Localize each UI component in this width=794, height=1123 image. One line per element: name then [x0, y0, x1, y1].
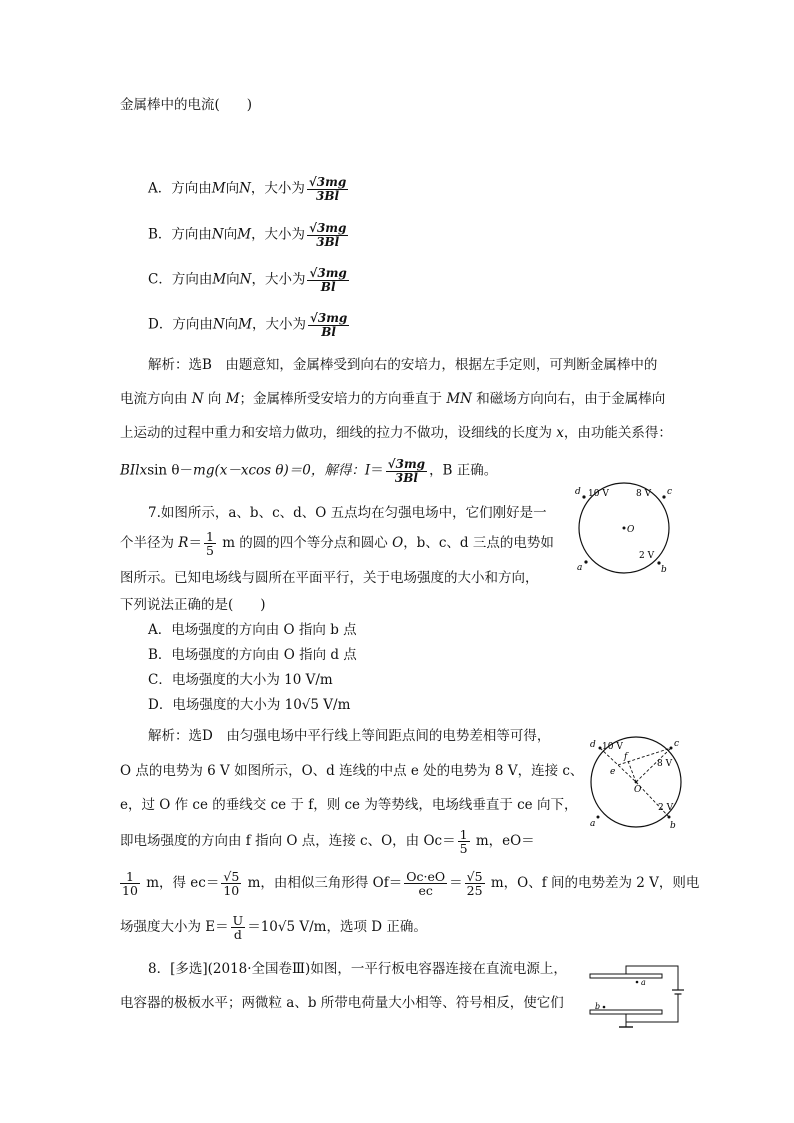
q7-solution-line-6: 场强度大小为 E＝ $\frac{U}{d}$ ＝10√5 V/m，选项 D 正确。	[120, 913, 427, 943]
q6-stem-tail: 金属棒中的电流( )	[120, 97, 253, 113]
q7-fig1-O: O	[627, 525, 635, 535]
q7-stem-line-1: 7.如图所示，a、b、c、d、O 五点均在匀强电场中，它们刚好是一	[148, 505, 547, 521]
q8-stem-line-2: 电容器的极板水平；两微粒 a、b 所带电荷量大小相等、符号相反，使它们	[120, 995, 564, 1011]
q7-fig2-O: O	[634, 785, 642, 795]
q7-option-a[interactable]: A．电场强度的方向由 O 指向 b 点	[148, 622, 357, 638]
q6-option-c[interactable]: C．方向由M向N，大小为 $\frac{√3mg}{Bl}$	[148, 266, 347, 294]
q6-option-b[interactable]: B．方向由N向M，大小为 $\frac{√3mg}{3Bl}$	[148, 221, 347, 249]
q6-solution-line-3: 上运动的过程中重力和安培力做功，细线的拉力不做功，设细线的长度为 x，由功能关系得：	[120, 425, 672, 441]
q7-fig1-d: d	[575, 487, 581, 497]
q7-fig1-a: a	[577, 563, 583, 573]
q7-solution-line-3: e，过 O 作 ce 的垂线交 ce 于 f，则 ce 为等势线，电场线垂直于 ce 向下，	[120, 797, 578, 813]
q7-fig2-c: c	[674, 739, 680, 749]
q7-fig2-vd: 10 V	[602, 742, 623, 752]
q8-fig-a: a	[641, 978, 646, 987]
q7-fig1-vd: 10 V	[588, 489, 609, 499]
q7-fig1-b: b	[661, 565, 667, 575]
q6-solution-line-2: 电流方向由 N 向 M；金属棒所受安培力的方向垂直于 MN 和磁场方向向右，由于金属棒向	[120, 391, 666, 407]
q7-solution-line-2: O 点的电势为 6 V 如图所示，O、d 连线的中点 e 处的电势为 8 V，连接 c、	[120, 763, 584, 779]
q7-solution-line-4: 即电场强度的方向由 f 指向 O 点，连接 c、O，由 Oc＝ $\frac{1}{5}$ m，eO＝	[120, 827, 535, 857]
q7-fig1-vc: 8 V	[636, 489, 652, 499]
q7-fig2-b: b	[670, 821, 676, 831]
q6-option-a[interactable]: A．方向由M向N，大小为 $\frac{√3mg}{3Bl}$	[148, 175, 347, 203]
q7-stem-line-4: 下列说法正确的是( )	[120, 597, 266, 613]
q7-fig1-vb: 2 V	[639, 551, 655, 561]
q7-option-b[interactable]: B．电场强度的方向由 O 指向 d 点	[148, 647, 357, 663]
q6-solution-line-1: 解析：选B 由题意知，金属棒受到向右的安培力，根据左手定则，可判断金属棒中的	[148, 357, 658, 373]
q7-solution-line-1: 解析：选D 由匀强电场中平行线上等间距点间的电势差相等可得，	[148, 728, 551, 744]
q7-fig2-a: a	[590, 819, 596, 829]
q7-solution-figure	[584, 734, 694, 834]
q7-fig2-e: e	[610, 767, 616, 777]
q7-stem-line-2: 个半径为 R＝ $\frac{1}{5}$ m 的圆的四个等分点和圆心 O，b、c、d 三点的电势如	[120, 529, 554, 559]
q7-circle-figure	[566, 478, 686, 578]
q7-fig2-vb: 2 V	[658, 803, 674, 813]
q8-fig-b: b	[595, 1002, 601, 1011]
q8-stem-line-1: 8．[多选](2018·全国卷Ⅲ)如图，一平行板电容器连接在直流电源上，	[148, 961, 567, 977]
q6-solution-line-4: BIlxsin θ－mg(x－xcos θ)＝0，解得：I＝ $\frac{√3mg}{3Bl}$ ，B 正确。	[120, 457, 498, 485]
q7-fig2-d: d	[590, 740, 596, 750]
q7-fig1-c: c	[667, 487, 673, 497]
q7-fig2-f: f	[624, 752, 628, 762]
q7-solution-line-5: $\frac{1}{10}$ m，得 ec＝ $\frac{√5}{10}$ m，由相似三角形得 Of＝ $\frac{Oc\cdot eO}{ec}$ ＝ $\frac{√5}{25}$ m，O、f 间的电势差为 2 V，则电	[122, 869, 700, 899]
q7-stem-line-3: 图所示。已知电场线与圆所在平面平行，关于电场强度的大小和方向，	[120, 570, 539, 586]
q7-option-c[interactable]: C．电场强度的大小为 10 V/m	[148, 672, 333, 688]
q7-option-d[interactable]: D．电场强度的大小为 10√5 V/m	[148, 697, 351, 713]
q7-fig2-vc: 8 V	[657, 759, 673, 769]
q6-option-d[interactable]: D．方向由N向M，大小为 $\frac{√3mg}{Bl}$	[148, 311, 348, 339]
q8-capacitor-figure	[586, 960, 686, 1032]
